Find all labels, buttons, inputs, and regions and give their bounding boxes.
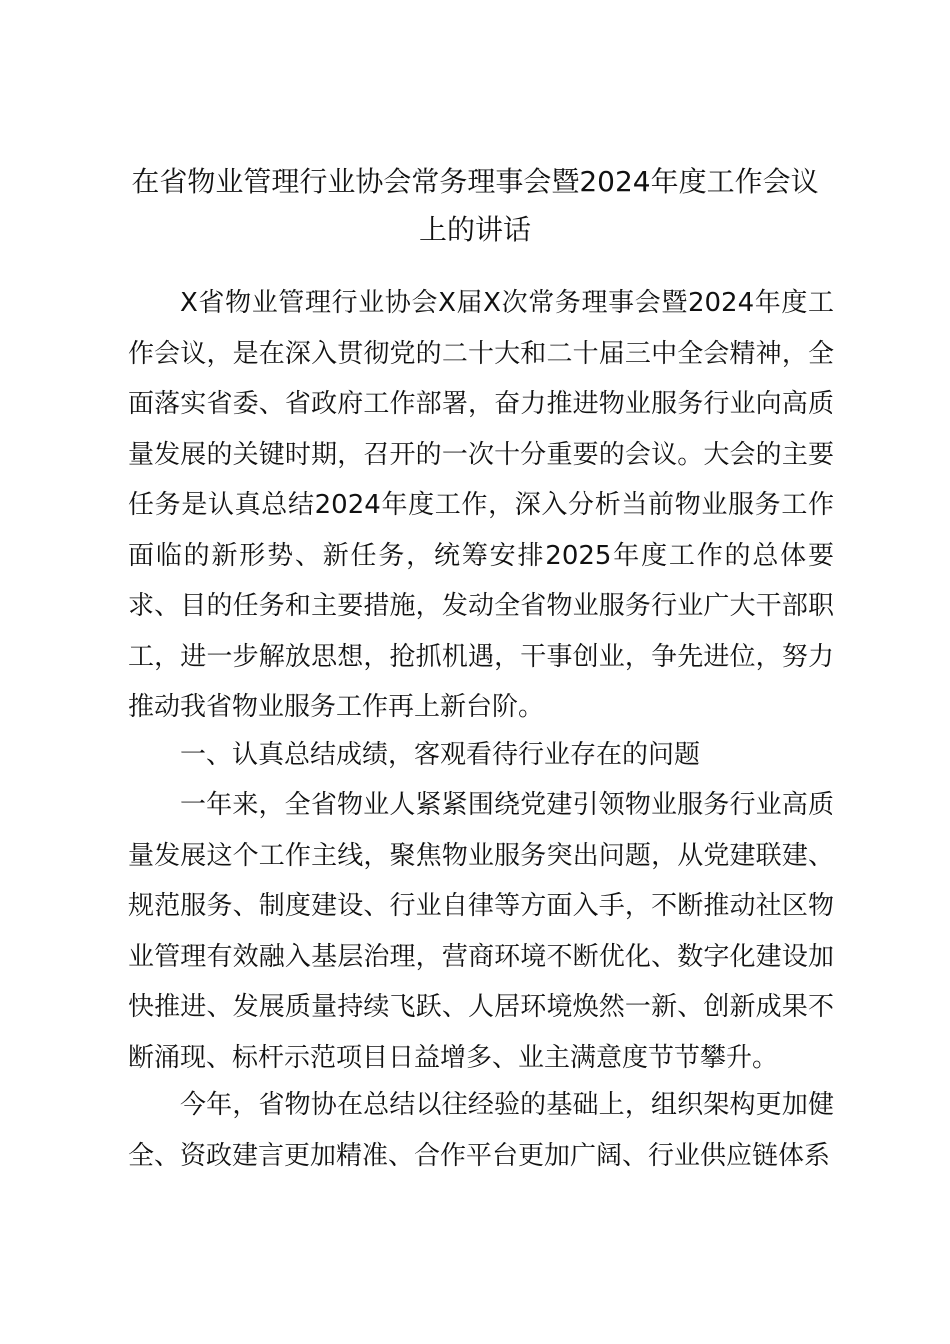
paragraph-this-year: 今年，省物协在总结以往经验的基础上，组织架构更加健全、资政建言更加精准、合作平台更加广阔、行业供应链体系 <box>128 1090 834 1171</box>
section-heading-1: 一、认真总结成绩，客观看待行业存在的问题 <box>180 740 701 770</box>
paragraph-intro: X省物业管理行业协会X届X次常务理事会暨2024年度工作会议，是在深入贯彻党的二十大和二十届三中全会精神，全面落实省委、省政府工作部署，奋力推进物业服务行业向高质量发展的关键时期，召开的一次十分重要的会议。大会的主要任务是认真总结2024年度工作，深入分析当前物业服务工作面临的新形势、新任务，统筹安排2025年度工作的总体要求、目的任务和主要措施，发动全省物业服务行业广大干部职工，进一步解放思想，抢抓机遇，干事创业，争先进位，努力推动我省物业服务工作再上新台阶。 <box>128 288 834 722</box>
paragraph-achievements: 一年来，全省物业人紧紧围绕党建引领物业服务行业高质量发展这个工作主线，聚焦物业服务突出问题，从党建联建、规范服务、制度建设、行业自律等方面入手，不断推动社区物业管理有效融入基层治理，营商环境不断优化、数字化建设加快推进、发展质量持续飞跃、人居环境焕然一新、创新成果不断涌现、标杆示范项目日益增多、业主满意度节节攀升。 <box>128 790 834 1073</box>
document-title: 在省物业管理行业协会常务理事会暨2024年度工作会议上的讲话 <box>131 165 819 246</box>
